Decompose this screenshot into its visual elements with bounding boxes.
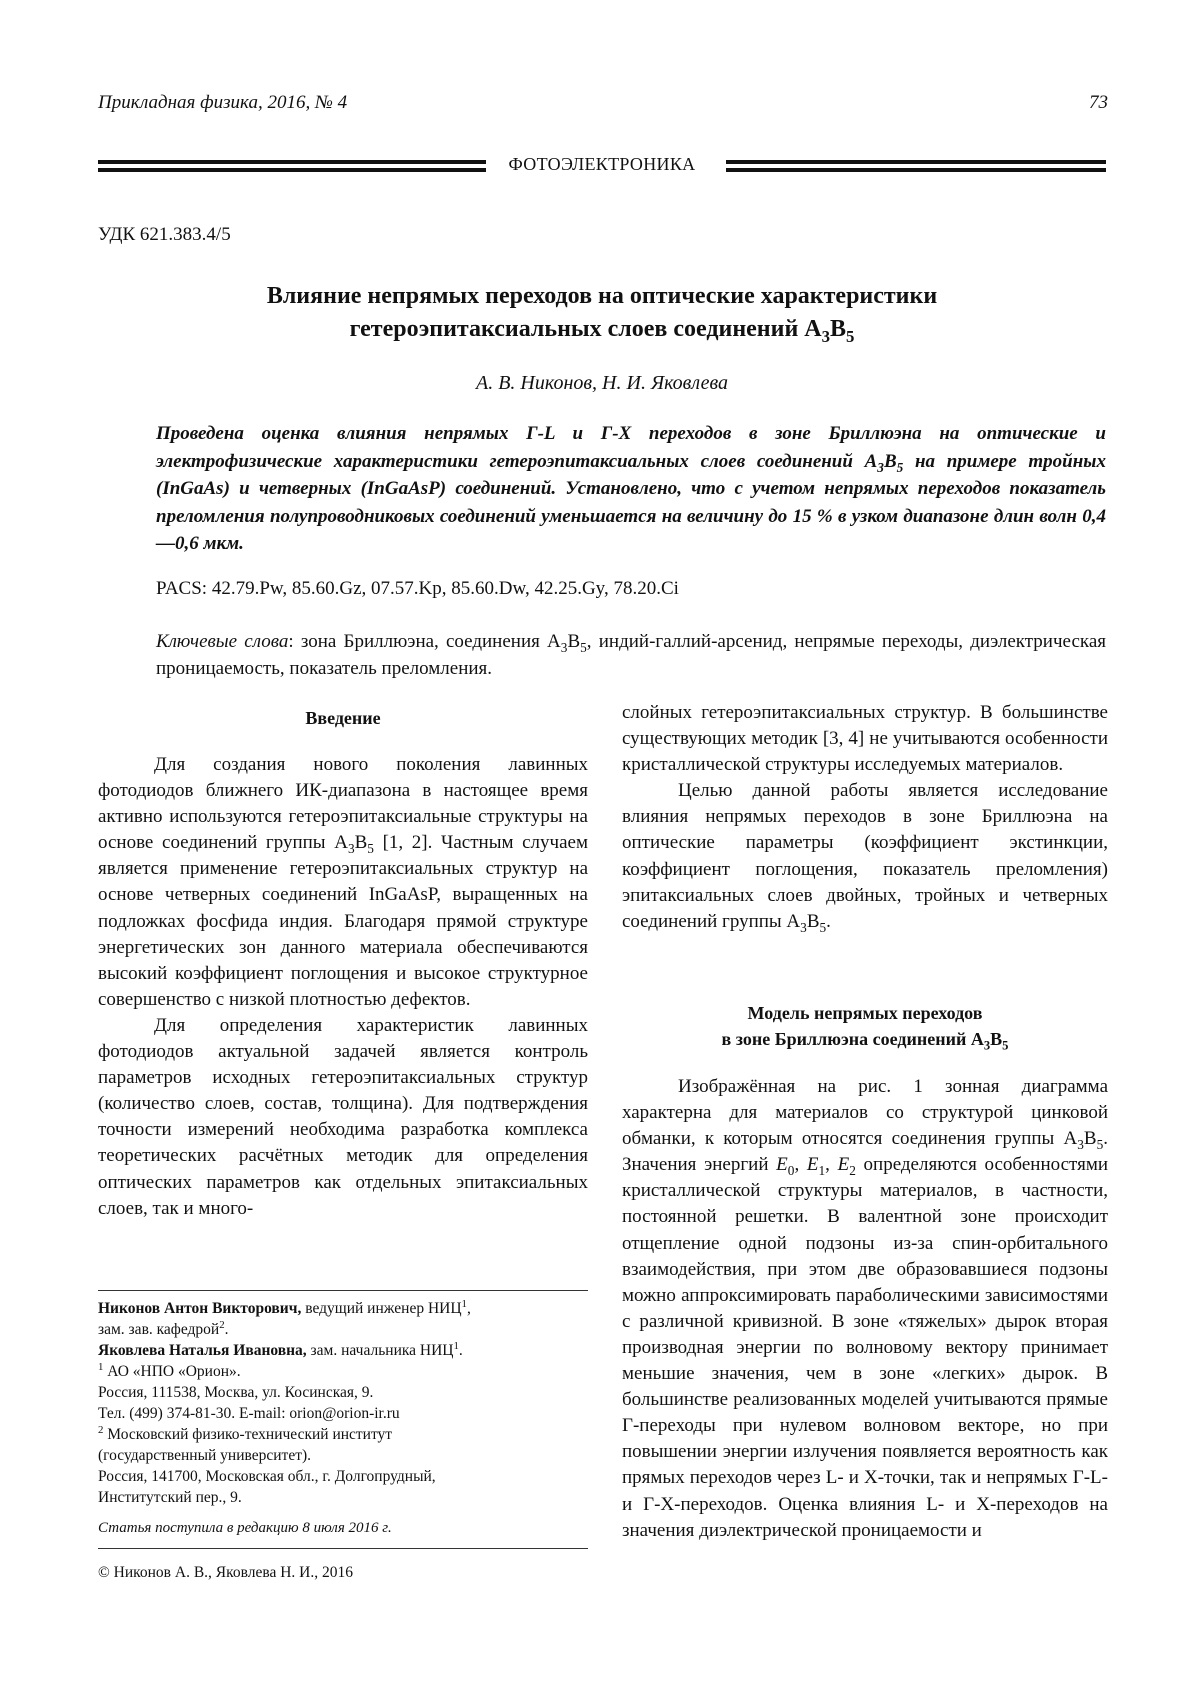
paragraph-text: В [354,832,368,854]
title-subscript: 3 [821,326,831,346]
footnote-rule [98,1290,588,1291]
paragraph-text: . [826,910,831,932]
footnote-line: Институтский пер., 9. [98,1489,242,1506]
paragraph [98,752,588,1013]
right-column-text-bottom [622,1074,1108,1544]
superscript: 2 [219,1318,225,1331]
title-line-1: Влияние непрямых переходов на оптические характеристики [266,283,938,309]
subscript: 3 [800,919,807,935]
keywords-subscript: 3 [560,639,568,655]
paragraph-text: [1, 2]. Частным случаем является применение гетероэпитаксиальных структур на основе четверных соединений InGaAsP, выращенных на подложках фосфида индия. Благодаря прямой структуре энергетических зон данного материала обеспечиваются высокий коэффициент поглощения и высокое структурное совершенство с низкой плотностью дефектов. [98,832,588,1010]
symbol: E [806,1154,819,1176]
affiliation: Московский физико-технический институт [103,1426,393,1443]
superscript: 1 [461,1297,467,1310]
heading-line [622,1026,1108,1052]
footnote-line [98,1361,588,1382]
author-name: Никонов Антон Викторович, [98,1300,302,1317]
affiliation: АО «НПО «Орион». [103,1363,241,1380]
heading-text: В [990,1029,1003,1049]
heading-model [622,1000,1108,1052]
heading-introduction: Введение [305,708,381,728]
footnote-line: Россия, 111538, Москва, ул. Косинская, 9. [98,1384,374,1401]
subscript: 3 [983,1038,991,1053]
copyright: © Никонов А. В., Яковлева Н. И., 2016 [98,1564,353,1581]
received-date: Статья поступила в редакцию 8 июля 2016 г. [98,1520,392,1536]
keywords-text: , индий-галлий-арсенид, непрямые переходы, диэлектрическая проницаемость, показатель преломления. [156,631,1106,679]
paragraph [622,778,1108,935]
paragraph-text: Изображённая на рис. 1 зонная диаграмма характерна для материалов со структурой цинковой обманки, к которым относятся соединения группы А [622,1076,1108,1150]
author-role: ведущий инженер НИЦ [301,1300,462,1317]
abstract-text: В [883,450,897,472]
symbol: E [837,1154,850,1176]
footnote-line [98,1424,588,1445]
author-name: Яковлева Наталья Ивановна, [98,1342,307,1359]
footnote-line: (государственный университет). [98,1447,312,1464]
footnote-line [98,1298,588,1319]
authors: А. В. Никонов, Н. И. Яковлева [475,372,729,394]
abstract-text: на примере тройных (InGaAs) и четверных (InGaAsP) соединений. Установлено, что с учетом непрямых переходов показатель преломления полупроводниковых соединений уменьшается на величину до 15 % в узком диапазоне длин волн 0,4—0,6 мкм. [156,450,1106,554]
paragraph-text: Целью данной работы является исследование влияния непрямых переходов в зоне Бриллюэна на оптические параметры (коэффициент экстинкции, коэффициент поглощения, показатель преломления) эпитаксиальных слоев двойных, тройных и четверных соединений группы А [622,780,1108,932]
superscript: 1 [453,1339,459,1352]
paragraph-text: , [794,1154,807,1176]
footnote-line: Россия, 141700, Московская обл., г. Долгопрудный, [98,1468,436,1485]
subscript: 0 [787,1163,795,1179]
paragraph-text: Для создания нового поколения лавинных фотодиодов ближнего ИК-диапазона в настоящее время активно используются гетероэпитаксиальные структуры на основе соединений группы А [98,754,588,854]
paragraph: Для определения характеристик лавинных фотодиодов актуальной задачей является контроль параметров исходных гетероэпитаксиальных структур (количество слоев, состав, толщина). Для подтверждения точности измерений необходима разработка комплекса теоретических расчётных методик для определения оптических параметров как отдельных эпитаксиальных слоев, так и много- [98,1014,588,1219]
heading-line: Модель непрямых переходов [747,1003,983,1023]
footnote-line: Тел. (499) 374-81-30. E-mail: orion@orion-ir.ru [98,1405,400,1422]
copyright-rule [98,1548,588,1549]
abstract [156,420,1106,558]
keywords-text: В [567,631,581,652]
superscript: 2 [98,1423,104,1436]
subscript: 1 [818,1163,826,1179]
subscript: 2 [849,1163,856,1179]
title-text: гетероэпитаксиальных слоев соединений А [349,316,822,342]
abstract-subscript: 3 [877,459,884,475]
keywords-subscript: 5 [580,639,587,655]
keywords-text: : зона Бриллюэна, соединения А [288,631,561,652]
superscript: 1 [98,1360,104,1373]
author-footnotes [98,1298,588,1508]
author-role: зам. начальника НИЦ [306,1342,454,1359]
subscript: 5 [367,841,374,857]
page-number: 73 [1089,92,1108,113]
abstract-text: Проведена оценка влияния непрямых Г-L и Г-X переходов в зоне Бриллюэна на оптические и электрофизические характеристики гетероэпитаксиальных слоев соединений А [156,423,1106,472]
paragraph-text: . Значения энергий [622,1128,1108,1176]
pacs-codes: PACS: 42.79.Pw, 85.60.Gz, 07.57.Kp, 85.60.Dw, 42.25.Gy, 78.20.Ci [156,578,679,599]
keywords-label: Ключевые слова [156,631,289,652]
section-label: ФОТОЭЛЕКТРОНИКА [508,154,696,174]
footnote-line [98,1340,588,1361]
subscript: 5 [1002,1038,1009,1053]
subscript: 3 [1077,1136,1084,1152]
band-rule-right [726,160,1106,172]
left-column-text [98,752,588,1222]
keywords [156,628,1106,682]
paragraph [622,1074,1108,1544]
title-subscript: 5 [846,326,855,346]
footnote-line [98,1319,588,1340]
heading-text: в зоне Бриллюэна соединений А [721,1029,984,1049]
subscript: 5 [1096,1136,1104,1152]
udk-code: УДК 621.383.4/5 [98,224,231,245]
author-role: . [224,1321,229,1338]
author-role: , [466,1300,471,1317]
section-band [98,154,1106,174]
paragraph-text: , [825,1154,838,1176]
running-header-journal: Прикладная физика, 2016, № 4 [98,92,348,113]
abstract-subscript: 5 [896,459,904,475]
author-role: зам. зав. кафедрой [98,1321,220,1338]
subscript: 5 [819,919,827,935]
paragraph-text: В [806,910,820,932]
paragraph-text: определяются особенностями кристаллической структуры материалов, в частности, постоянной решетки. В валентной зоне происходит отщепление одной подзоны из-за спин-орбитального взаимодействия, при этом две образовавшиеся подзоны можно аппроксимировать параболическими зависимостями с различной кривизной. В зоне «тяжелых» дырок вторая производная энергии по волновому вектору принимает меньшие значения, чем в зоне «легких» дырок. В большинстве реализованных моделей учитываются прямые Г-переходы при нулевом волновом векторе, но при повышении энергии излучения появляется вероятность как прямых переходов через L- и X-точки, так и непрямых Г-L- и Г-X-переходов. Оценка влияния L- и X-переходов на значения диэлектрической проницаемости и [622,1154,1109,1541]
paragraph: слойных гетероэпитаксиальных структур. В большинстве существующих методик [3, 4] не учитываются особенности кристаллической структуры исследуемых материалов. [622,702,1108,776]
article-title [98,280,1106,346]
right-column-text-top [622,700,1108,935]
paragraph-text: В [1083,1128,1097,1150]
subscript: 3 [347,841,355,857]
symbol: E [776,1154,788,1176]
title-line-2 [98,313,1106,346]
title-text: В [830,316,847,342]
author-role: . [458,1342,463,1359]
